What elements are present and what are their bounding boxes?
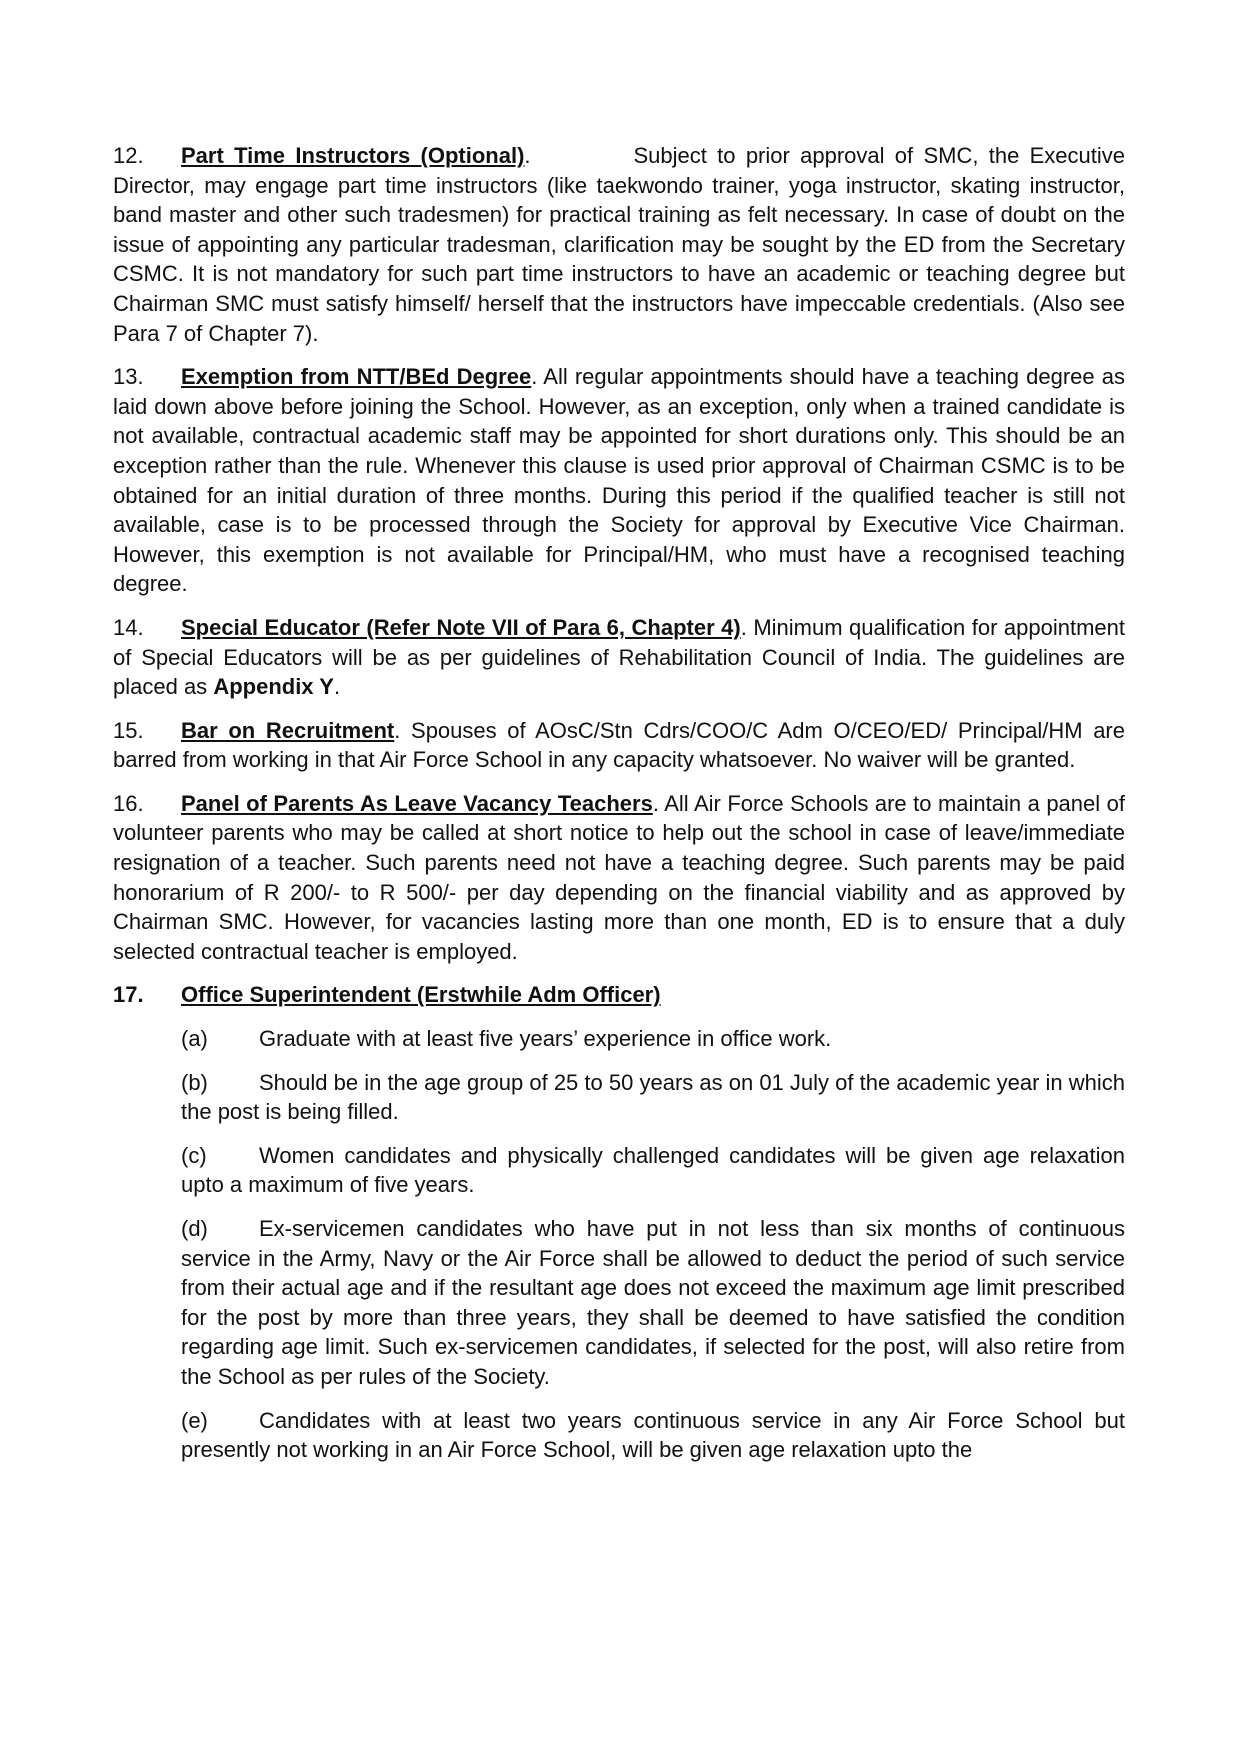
para-number: 17. [113,982,144,1008]
para-heading: Special Educator (Refer Note VII of Para 6, Chapter 4) [181,614,741,640]
sub-item-a [181,1024,1125,1054]
para-heading: Office Superintendent (Erstwhile Adm Officer) [181,982,661,1008]
sub-item-marker: (a) [181,1026,208,1052]
para-body: All Air Force Schools are to maintain a panel of volunteer parents who may be called at short notice to help out the school in case of leave/immediate resignation of a teacher. Such parents need not have a teaching degree. Such parents may be paid honorarium of R 200/- to R 500/- per day depending on the financial viability and as approved by Chairman SMC. However, for vacancies lasting more than one month, ED is to ensure that a duly selected contractual teacher is employed. [113,790,1125,964]
para-17 [113,980,1125,1010]
para-body: Subject to prior approval of SMC, the Executive Director, may engage part time instructors (like taekwondo trainer, yoga instructor, skating instructor, band master and other such tradesmen) for practical training as felt necessary. In case of doubt on the issue of appointing any particular tradesman, clarification may be sought by the ED from the Secretary CSMC. It is not mandatory for such part time instructors to have an academic or teaching degree but Chairman SMC must satisfy himself/ herself that the instructors have impeccable credentials. (Also see Para 7 of Chapter 7). [113,143,1126,346]
appendix-reference: Appendix Y [213,674,334,700]
sub-item-text: Women candidates and physically challenged candidates will be given age relaxation upto a maximum of five years. [181,1142,1125,1198]
para-heading: Part Time Instructors (Optional) [181,143,525,168]
para-15: 15. Bar on Recruitment. Spouses of AOsC/Stn Cdrs/COO/C Adm O/CEO/ED/ Principal/HM are barred from working in that Air Force School in any capacity whatsoever. No waiver will be granted. [113,717,1125,773]
sub-item-b [181,1068,1125,1127]
para-14: 14. Special Educator (Refer Note VII of Para 6, Chapter 4). Minimum qualification for appointment of Special Educators will be as per guidelines of Rehabilitation Council of India. The guidelines are placed as Appendix Y. [113,614,1125,700]
para-13: 13. Exemption from NTT/BEd Degree. All regular appointments should have a teaching degree as laid down above before joining the School. However, as an exception, only when a trained candidate is not available, contractual academic staff may be appointed for short durations only. This should be an exception rather than the rule. Whenever this clause is used prior approval of Chairman CSMC is to be obtained for an initial duration of three months. During this period if the qualified teacher is still not available, case is to be processed through the Society for approval by Executive Vice Chairman. However, this exemption is not available for Principal/HM, who must have a recognised teaching degree. [113,364,1126,597]
sub-item-text: Should be in the age group of 25 to 50 years as on 01 July of the academic year in which the post is being filled. [181,1069,1125,1125]
para-heading: Bar on Recruitment [181,717,395,743]
para-number: 13. [113,364,144,390]
sub-item-marker: (c) [181,1142,207,1168]
para-number: 15. [113,717,144,743]
sub-item-text: Graduate with at least five years’ experience in office work. [259,1026,832,1052]
page-content [113,141,1125,1479]
sub-item-marker: (d) [181,1216,208,1241]
sub-item-c [181,1141,1125,1200]
para-heading: Exemption from NTT/BEd Degree [181,364,532,390]
para-12: 12. Part Time Instructors (Optional). Subject to prior approval of SMC, the Executive Director, may engage part time instructors (like taekwondo trainer, yoga instructor, skating instructor, band master and other such tradesmen) for practical training as felt necessary. In case of doubt on the issue of appointing any particular tradesman, clarification may be sought by the ED from the Secretary CSMC. It is not mandatory for such part time instructors to have an academic or teaching degree but Chairman SMC must satisfy himself/ herself that the instructors have impeccable credentials. (Also see Para 7 of Chapter 7). [113,143,1126,346]
para-number: 16. [113,790,144,816]
para-body: Spouses of AOsC/Stn Cdrs/COO/C Adm O/CEO/ED/ Principal/HM are barred from working in that Air Force School in any capacity whatsoever. No waiver will be granted. [113,717,1125,773]
sub-item-text: Candidates with at least two years continuous service in any Air Force School but presently not working in an Air Force School, will be given age relaxation upto the [181,1407,1125,1463]
para-body: Minimum qualification for appointment of Special Educators will be as per guidelines of Rehabilitation Council of India. The guidelines are placed as [113,614,1125,700]
para-16: 16. Panel of Parents As Leave Vacancy Teachers. All Air Force Schools are to maintain a panel of volunteer parents who may be called at short notice to help out the school in case of leave/immediate resignation of a teacher. Such parents need not have a teaching degree. Such parents may be paid honorarium of R 200/- to R 500/- per day depending on the financial viability and as approved by Chairman SMC. However, for vacancies lasting more than one month, ED is to ensure that a duly selected contractual teacher is employed. [113,790,1125,964]
sub-item-marker: (e) [181,1407,208,1433]
sub-item-text: Ex-servicemen candidates who have put in not less than six months of continuous service in the Army, Navy or the Air Force shall be allowed to deduct the period of such service from their actual age and if the resultant age does not exceed the maximum age limit prescribed for the post by more than three years, they shall be deemed to have satisfied the condition regarding age limit. Such ex-servicemen candidates, if selected for the post, will also retire from the School as per rules of the Society. [181,1216,1125,1389]
para-number: 12. [113,143,144,168]
para-number: 14. [113,614,144,640]
para-body: All regular appointments should have a teaching degree as laid down above before joining the School. However, as an exception, only when a trained candidate is not available, contractual academic staff may be appointed for short durations only. This should be an exception rather than the rule. Whenever this clause is used prior approval of Chairman CSMC is to be obtained for an initial duration of three months. During this period if the qualified teacher is still not available, case is to be processed through the Society for approval by Executive Vice Chairman. However, this exemption is not available for Principal/HM, who must have a recognised teaching degree. [113,364,1126,597]
sub-item-marker: (b) [181,1069,208,1095]
sub-item-d [181,1214,1125,1392]
sub-item-e [181,1406,1125,1465]
para-heading: Panel of Parents As Leave Vacancy Teachers [181,790,653,816]
